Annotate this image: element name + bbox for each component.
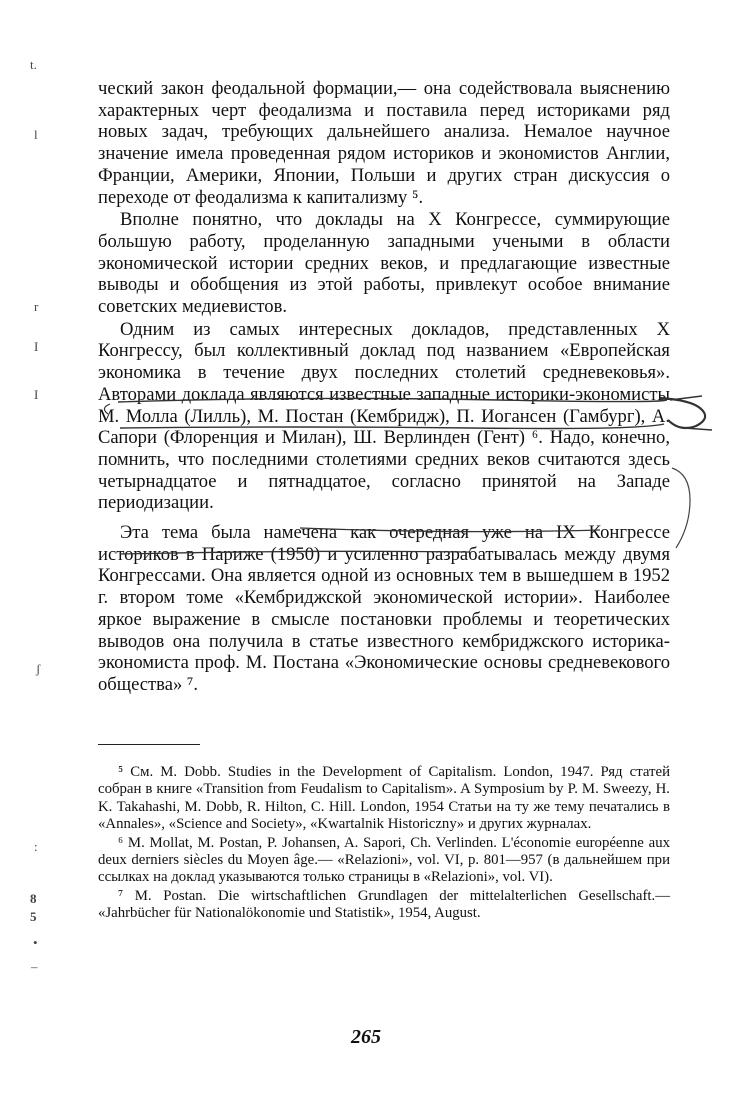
footnote-divider <box>98 744 200 745</box>
margin-mark: 8 <box>30 891 37 906</box>
paragraph-4: Эта тема была намечена как очередная уже на IX Конгрессе историков в Париже (1950) и усиленно разрабатывалась между двумя Конгрессами. Она является одной из основных тем в вышедшем в 1952 г. втором томе «Кембриджской экономической истории». Наиболее яркое выражение в смысле постановки проблемы и теоретических выводов она получила в статье известного кембриджского историка-экономиста проф. М. Постана «Экономические основы средневекового общества» ⁷. <box>98 522 670 695</box>
footnotes <box>98 764 670 924</box>
margin-mark: 5 <box>30 909 37 924</box>
margin-mark: r <box>34 299 39 314</box>
margin-mark: t. <box>30 57 37 72</box>
margin-mark: : <box>34 839 38 854</box>
pencil-arrow <box>670 396 712 430</box>
pencil-bracket <box>672 468 690 548</box>
paragraph-3: Одним из самых интересных докладов, представленных X Конгрессу, был коллективный доклад под названием «Европейская экономика в течение двух последних столетий средневековья». Авторами доклада являются известные западные историки-экономисты М. Молла (Лилль), М. Постан (Кембридж), П. Иогансен (Гамбург), А. Сапори (Флоренция и Милан), Ш. Верлинден (Гент) ⁶. Надо, конечно, помнить, что последними столетиями средних веков считаются здесь четырнадцатое и пятнадцатое, согласно принятой на Западе периодизации. <box>98 318 670 514</box>
footnote-7: ⁷ M. Postan. Die wirtschaftlichen Grundlagen der mittelalterlichen Gesellschaft.— «Jahrbücher für Nationalökonomie und Statistik», 1954, August. <box>98 887 670 922</box>
margin-mark: • <box>33 935 38 950</box>
margin-mark: I <box>34 387 39 402</box>
main-text <box>98 78 670 696</box>
margin-mark: l <box>34 127 38 142</box>
margin-mark: ʃ <box>36 661 41 676</box>
margin-mark: – <box>31 959 38 974</box>
footnote-6: ⁶ M. Mollat, M. Postan, P. Johansen, A. Sapori, Ch. Verlinden. L'économie européenne aux deux derniers siècles du Moyen âge.— «Relazioni», vol. VI, p. 801—957 (в дальнейшем при ссылках на доклад указываются только страницы в «Relazioni», vol. VI). <box>98 834 670 886</box>
paragraph-2: Вполне понятно, что доклады на X Конгрессе, суммирующие большую работу, проделанную западными учеными в области экономической истории средних веков, и предлагающие известные выводы и обобщения из этой работы, привлекут особое внимание советских медиевистов. <box>98 209 670 318</box>
margin-mark: I <box>34 339 39 354</box>
footnote-5: ⁵ См. M. Dobb. Studies in the Development of Capitalism. London, 1947. Ряд статей собран в книге «Transition from Feudalism to Capitalism». A Symposium by P. M. Sweezy, H. K. Takahashi, M. Dobb, R. Hilton, C. Hill. London, 1954 Статьи на ту же тему печатались в «Annales», «Science and Society», «Kwartalnik Historiczny» и других журналах. <box>98 764 670 833</box>
page-number: 265 <box>351 1026 381 1048</box>
paragraph-1: ческий закон феодальной формации,— она содействовала выяснению характерных черт феодализма и поставила перед историками ряд новых задач, требующих дальнейшего анализа. Немалое научное значение имела проведенная рядом историков и экономистов Англии, Франции, Америки, Японии, Польши и других стран дискуссия о переходе от феодализма к капитализму ⁵. <box>98 78 670 208</box>
